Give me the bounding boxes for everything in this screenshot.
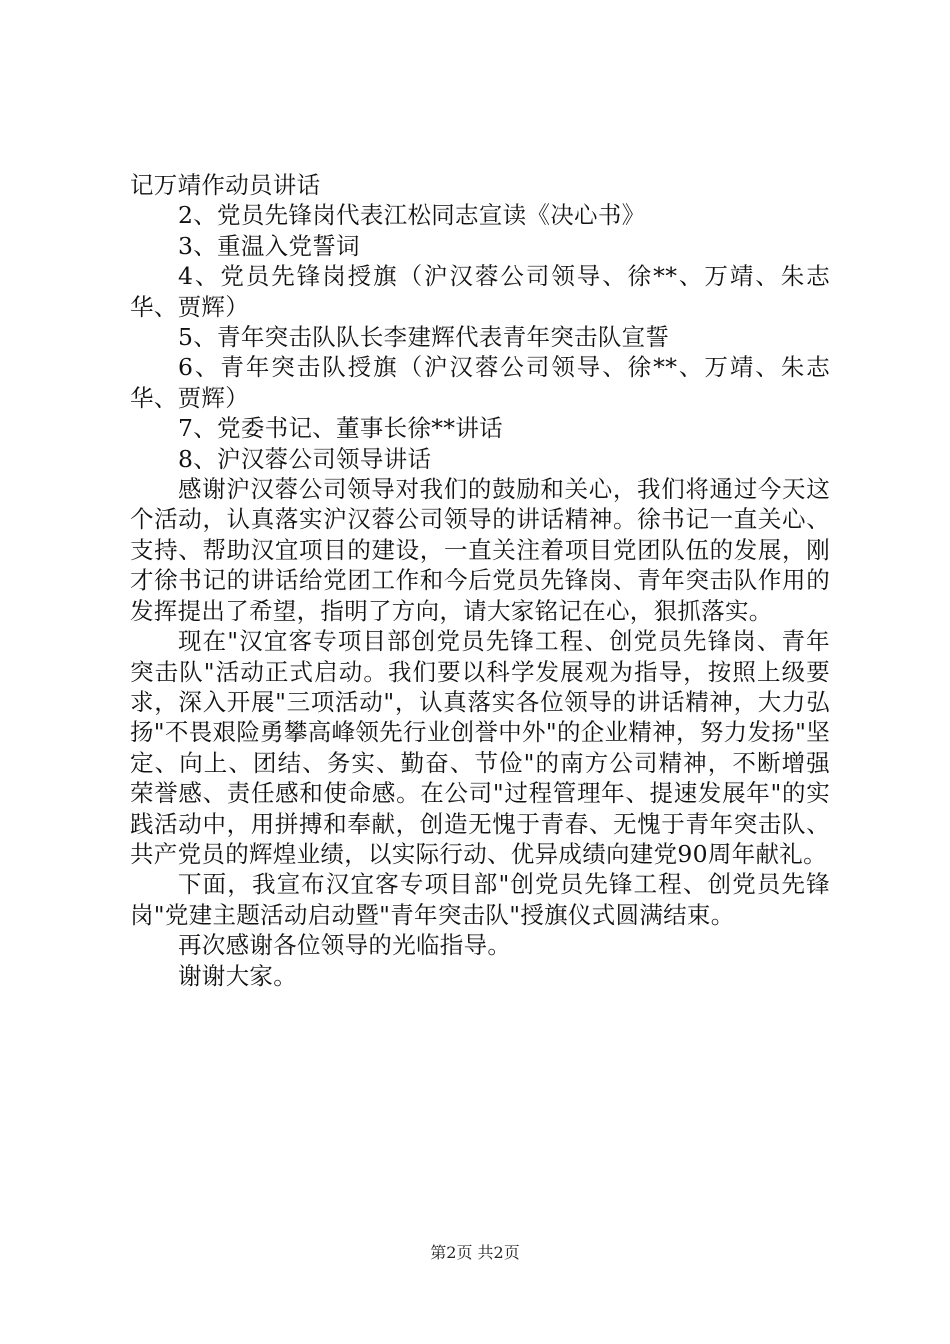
agenda-item-8: 8、沪汉蓉公司领导讲话 <box>178 444 432 473</box>
agenda-item-3: 3、重温入党誓词 <box>178 231 360 260</box>
paragraph-launch: 现在"汉宜客专项目部创党员先锋工程、创党员先锋岗、青年突击队"活动正式启动。我们要以科学发展观为指导，按照上级要求，深入开展"三项活动"，认真落实各位领导的讲话精神，大力弘扬"不畏艰险勇攀高峰领先行业创誉中外"的企业精神，努力发扬"坚定、向上、团结、务实、勤奋、节俭"的南方公司精神，不断增强荣誉感、责任感和使命感。在公司"过程管理年、提速发展年"的实践活动中，用拼搏和奉献，创造无愧于青春、无愧于青年突击队、共产党员的辉煌业绩，以实际行动、优异成绩向建党90周年献礼。 <box>130 627 830 868</box>
paragraph-announcement: 下面，我宣布汉宜客专项目部"创党员先锋工程、创党员先锋岗"党建主题活动启动暨"青年突击队"授旗仪式圆满结束。 <box>130 870 830 929</box>
agenda-item-4: 4、党员先锋岗授旗（沪汉蓉公司领导、徐**、万靖、朱志华、贾辉） <box>130 262 830 321</box>
page-number-footer: 第2页 共2页 <box>430 1243 520 1262</box>
agenda-item-7: 7、党委书记、董事长徐**讲话 <box>178 414 503 443</box>
agenda-item-5: 5、青年突击队队长李建辉代表青年突击队宣誓 <box>178 323 670 352</box>
paragraph-thanks: 感谢沪汉蓉公司领导对我们的鼓励和关心，我们将通过今天这个活动，认真落实沪汉蓉公司领导的讲话精神。徐书记一直关心、支持、帮助汉宜项目的建设，一直关注着项目党团队伍的发展，刚才徐书记的讲话给党团工作和今后党员先锋岗、青年突击队作用的发挥提出了希望，指明了方向，请大家铭记在心，狠抓落实。 <box>130 475 830 625</box>
paragraph-thanks-again: 再次感谢各位领导的光临指导。 <box>178 931 512 960</box>
agenda-item-6: 6、青年突击队授旗（沪汉蓉公司领导、徐**、万靖、朱志华、贾辉） <box>130 353 830 412</box>
paragraph-continuation: 记万靖作动员讲话 <box>130 171 321 199</box>
document-body <box>130 170 830 991</box>
paragraph-closing: 谢谢大家。 <box>178 961 297 990</box>
agenda-item-2: 2、党员先锋岗代表江松同志宣读《决心书》 <box>178 201 646 230</box>
